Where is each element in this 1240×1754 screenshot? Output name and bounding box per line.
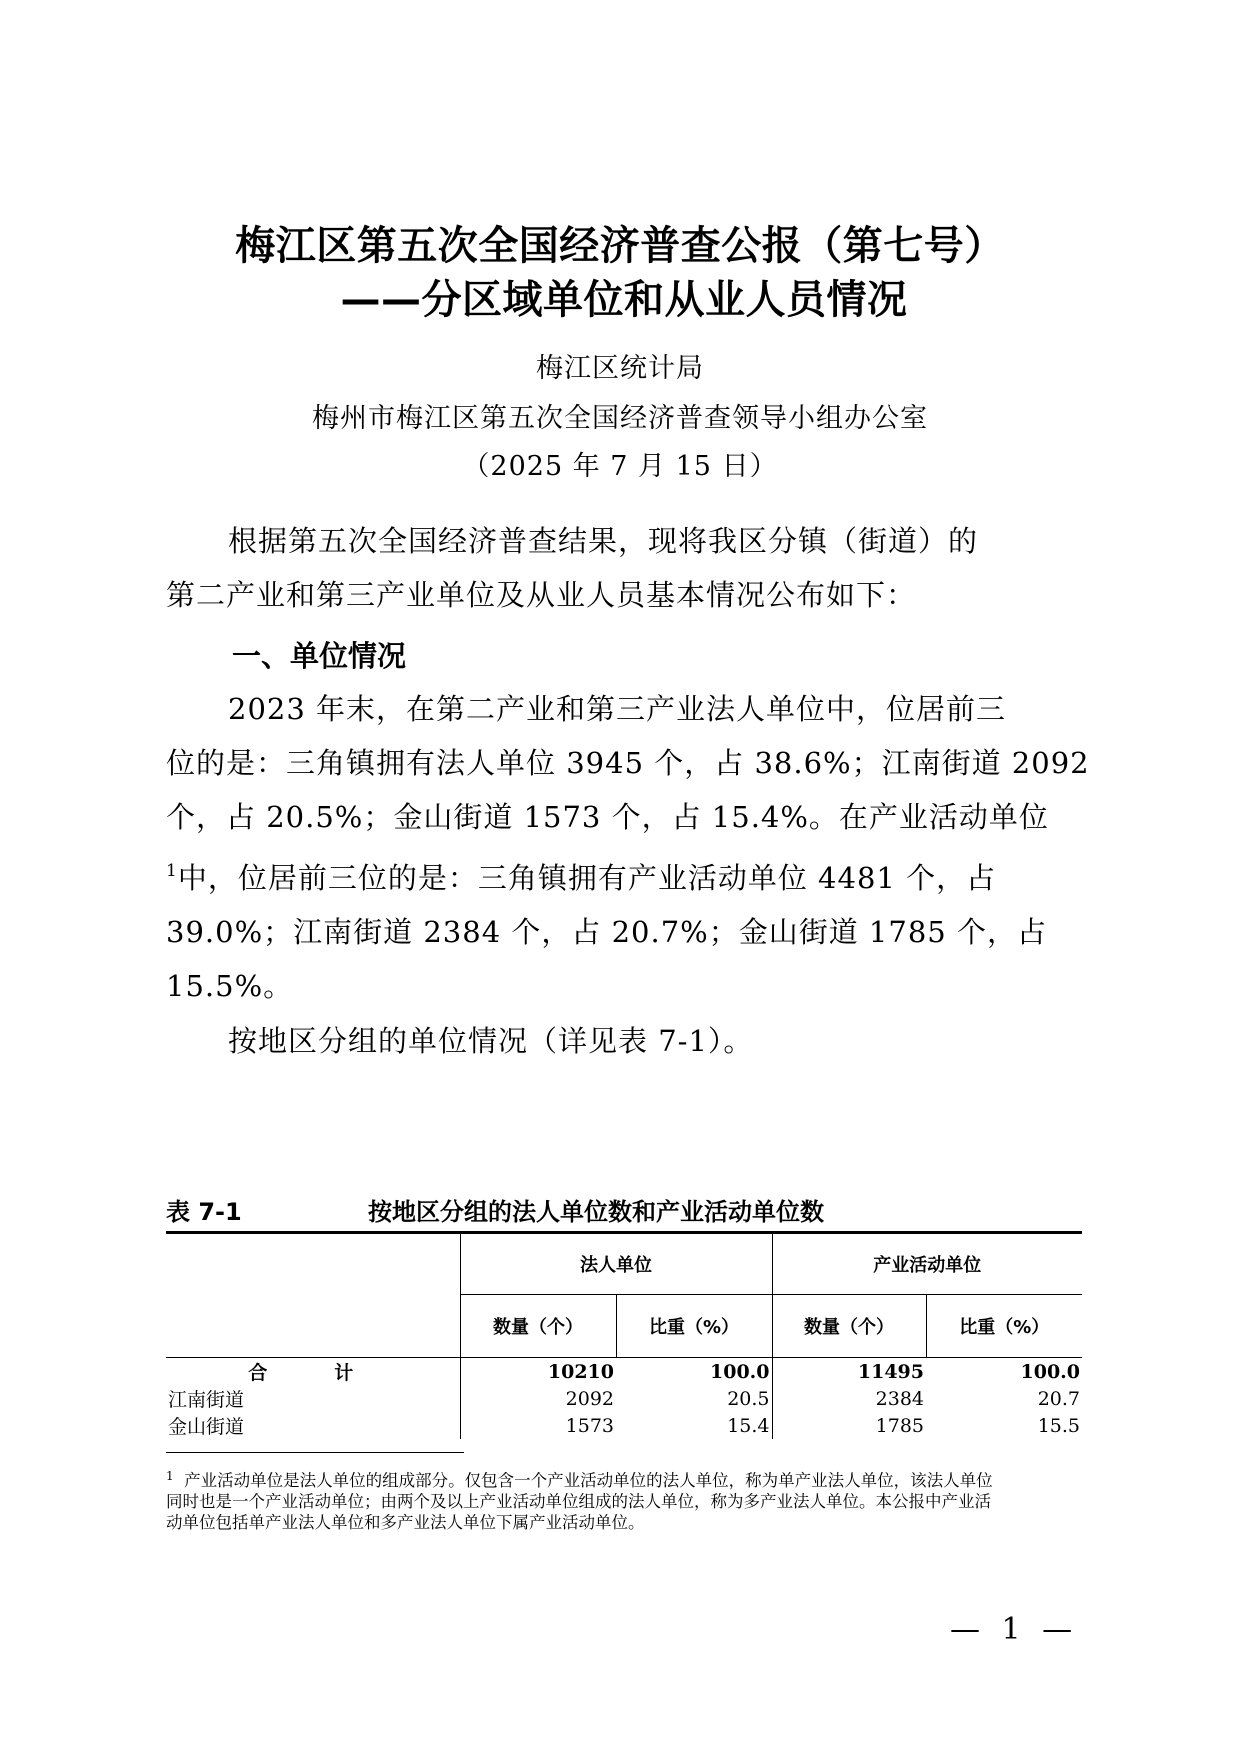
row-label: 江南街道 [168,1389,245,1411]
table-group-header: 法人单位 [460,1233,772,1295]
footnote-line: $^1$ 产业活动单位是法人单位的组成部分。仅包含一个产业活动单位的法人单位，称为单产业法人单位，该法人单位 [166,1469,993,1490]
table-cell: 20.5 [727,1387,770,1410]
table-cell: 100.0 [1020,1360,1080,1383]
table-title: 按地区分组的法人单位数和产业活动单位数 [368,1198,824,1226]
table-column-header: 比重（%） [926,1295,1082,1358]
table-cell: 15.4 [727,1414,770,1437]
table-cell: 2384 [772,1385,926,1412]
intro-line: 第二产业和第三产业单位及从业人员基本情况公布如下： [166,578,917,612]
table-row [166,1358,1082,1386]
table-cell: 1573 [460,1412,616,1439]
table-caption [166,1192,1082,1232]
report-title-line2: ——分区域单位和从业人员情况 [340,277,908,323]
intro-line: 根据第五次全国经济普查结果，现将我区分镇（街道）的 [228,524,979,558]
footnote-number: 1 [166,1469,174,1483]
table-cell: 11495 [772,1358,926,1386]
table-row [166,1412,1082,1439]
footnote-line: 同时也是一个产业活动单位；由两个及以上产业活动单位组成的法人单位，称为多产业法人单位。本公报中产业活 [166,1492,991,1511]
row-label: 合 计 [248,1362,378,1384]
footnote [166,1466,1086,1533]
paragraph-line: 39.0%；江南街道 2384 个，占 20.7%；金山街道 1785 个，占 [166,915,1047,949]
row-label: 金山街道 [168,1416,245,1438]
issuer-office: 梅州市梅江区第五次全国经济普查领导小组办公室 [312,403,928,434]
table-cell: 10210 [460,1358,616,1386]
paragraph-line: 2023 年末，在第二产业和第三产业法人单位中，位居前三 [228,692,1007,726]
section-paragraph [166,682,1090,1013]
units-table [166,1231,1082,1439]
table-cell: 2092 [460,1385,616,1412]
table-cell: 1785 [772,1412,926,1439]
table-column-header: 数量（个） [772,1295,926,1358]
section-heading: 一、单位情况 [232,639,407,673]
table-reference: 按地区分组的单位情况（详见表 7-1）。 [228,1024,754,1058]
footnote-line: 动单位包括单产业法人单位和多产业法人单位下属产业活动单位。 [166,1513,645,1532]
footnote-marker[interactable]: 1 [166,861,178,881]
issue-date: （2025 年 7 月 15 日） [462,451,778,482]
table-number: 表 7-1 [166,1198,242,1226]
page-number: — 1 — [950,1612,1079,1647]
table-cell: 100.0 [710,1360,770,1383]
paragraph-line: $^1$中，位居前三位的是：三角镇拥有产业活动单位 4481 个，占 [166,861,997,895]
paragraph-line: 个，占 20.5%；金山街道 1573 个，占 15.4%。在产业活动单位 [166,800,1049,834]
table-cell: 15.5 [1037,1414,1080,1437]
table-column-header: 数量（个） [460,1295,616,1358]
paragraph-line: 位的是：三角镇拥有法人单位 3945 个，占 38.6%；江南街道 2092 [166,746,1090,780]
issuer-bureau: 梅江区统计局 [536,353,704,384]
table-cell: 20.7 [1037,1387,1080,1410]
paragraph-line: 15.5%。 [166,969,294,1003]
footnote-divider [166,1452,464,1453]
table-group-header: 产业活动单位 [772,1233,1082,1295]
table-corner [166,1233,460,1358]
intro-paragraph [166,514,1066,622]
report-title-line1: 梅江区第五次全国经济普查公报（第七号） [235,223,1005,269]
table-row [166,1385,1082,1412]
table-column-header: 比重（%） [616,1295,772,1358]
